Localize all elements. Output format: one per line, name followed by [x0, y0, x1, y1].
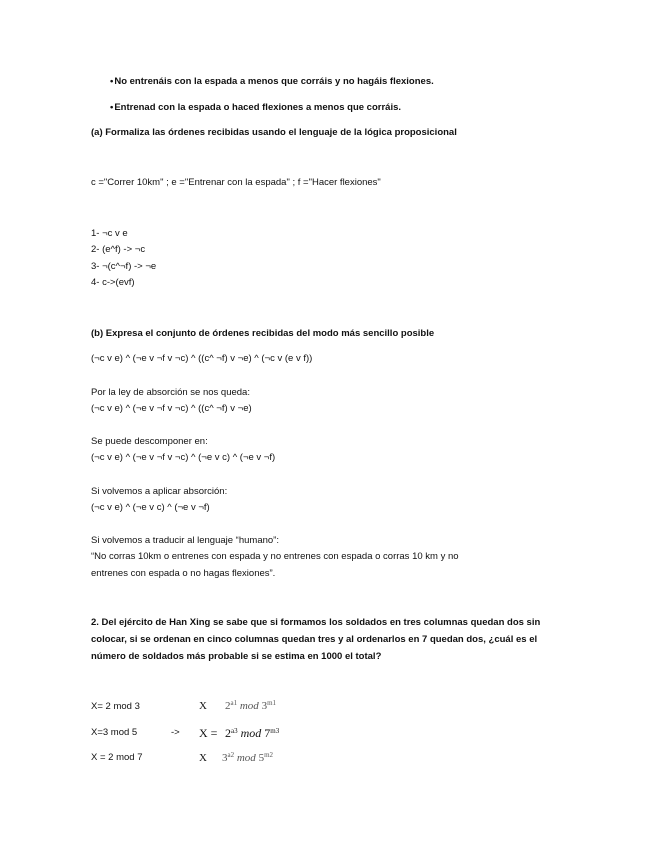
translate-label: Si volvemos a traducir al lenguaje “humano”:	[91, 535, 279, 546]
part-a-title: (a) Formaliza las órdenes recibidas usando el lenguaje de la lógica proposicional	[91, 127, 457, 138]
translate-line-1: “No corras 10km o entrenes con espada y no entrenes con espada o corras 10 km y no	[91, 551, 459, 562]
absorption-label: Por la ley de absorción se nos queda:	[91, 387, 250, 398]
absorption2-label: Si volvemos a aplicar absorción:	[91, 486, 228, 497]
equation-2-base: 2	[225, 726, 231, 740]
formula-4: 4- c->(evf)	[91, 277, 135, 288]
equation-1-exp: a1	[230, 699, 238, 707]
formula-2: 2- (e^f) -> ¬c	[91, 244, 146, 255]
bullet-item-2: • Entrenad con la espada o haced flexiones a menos que corráis.	[110, 102, 401, 114]
formula-1: 1- ¬c v e	[91, 228, 128, 239]
equation-3-x: X	[199, 752, 207, 764]
variable-definitions: c ="Correr 10km" ; e ="Entrenar con la espada" ; f ="Hacer flexiones"	[91, 177, 381, 188]
absorption2-result: (¬c v e) ^ (¬e v c) ^ (¬e v ¬f)	[91, 502, 210, 513]
problem-2-statement: 2. Del ejército de Han Xing se sabe que si formamos los soldados en tres columnas quedan dos sin colocar, si se ordenan en cinco columnas quedan tres y al ordenarlos en 7 quedan dos, ¿cuál es el número de soldados más probable si se estima en 1000 el total?	[91, 617, 541, 662]
equation-3-exp: a2	[227, 751, 235, 759]
formula-3: 3- ¬(c^¬f) -> ¬e	[91, 261, 157, 272]
absorption-result: (¬c v e) ^ (¬e v ¬f v ¬c) ^ ((c^ ¬f) v ¬e)	[91, 403, 252, 414]
equation-2	[225, 726, 279, 741]
equation-1	[225, 699, 276, 714]
equation-2-mod-exp: m3	[270, 727, 280, 735]
part-b-title: (b) Expresa el conjunto de órdenes recibidas del modo más sencillo posible	[91, 328, 435, 339]
conjunction-formula: (¬c v e) ^ (¬e v ¬f v ¬c) ^ ((c^ ¬f) v ¬e) ^ (¬c v (e v f))	[91, 353, 313, 364]
decompose-result: (¬c v e) ^ (¬e v ¬f v ¬c) ^ (¬e v c) ^ (¬e v ¬f)	[91, 452, 276, 463]
congruence-3: X = 2 mod 7	[91, 752, 143, 763]
equation-1-x: X	[199, 700, 207, 712]
equation-3-mod: mod	[236, 752, 256, 764]
equation-2-exp: a3	[231, 727, 238, 735]
equation-1-mod: mod	[239, 700, 259, 712]
equation-2-x: X =	[199, 726, 218, 740]
congruence-2: X=3 mod 5	[91, 727, 138, 738]
equation-3-mod-base: 5	[258, 752, 265, 764]
equation-2-mod: mod	[240, 726, 262, 740]
decompose-label: Se puede descomponer en:	[91, 436, 208, 447]
equation-3-base: 3	[222, 752, 228, 764]
equation-1-mod-base: 3	[261, 700, 268, 712]
bullet-item-1: • No entrenáis con la espada a menos que corráis y no hagáis flexiones.	[110, 76, 434, 88]
equation-3-mod-exp: m2	[264, 751, 274, 759]
equation-3	[222, 751, 273, 766]
equation-2-mod-base: 7	[264, 726, 271, 740]
translate-line-2: entrenes con espada o no hagas flexiones”.	[91, 568, 276, 579]
congruence-1: X= 2 mod 3	[91, 701, 140, 712]
arrow: ->	[171, 727, 180, 738]
equation-1-base: 2	[225, 700, 231, 712]
equation-1-mod-exp: m1	[267, 699, 277, 707]
